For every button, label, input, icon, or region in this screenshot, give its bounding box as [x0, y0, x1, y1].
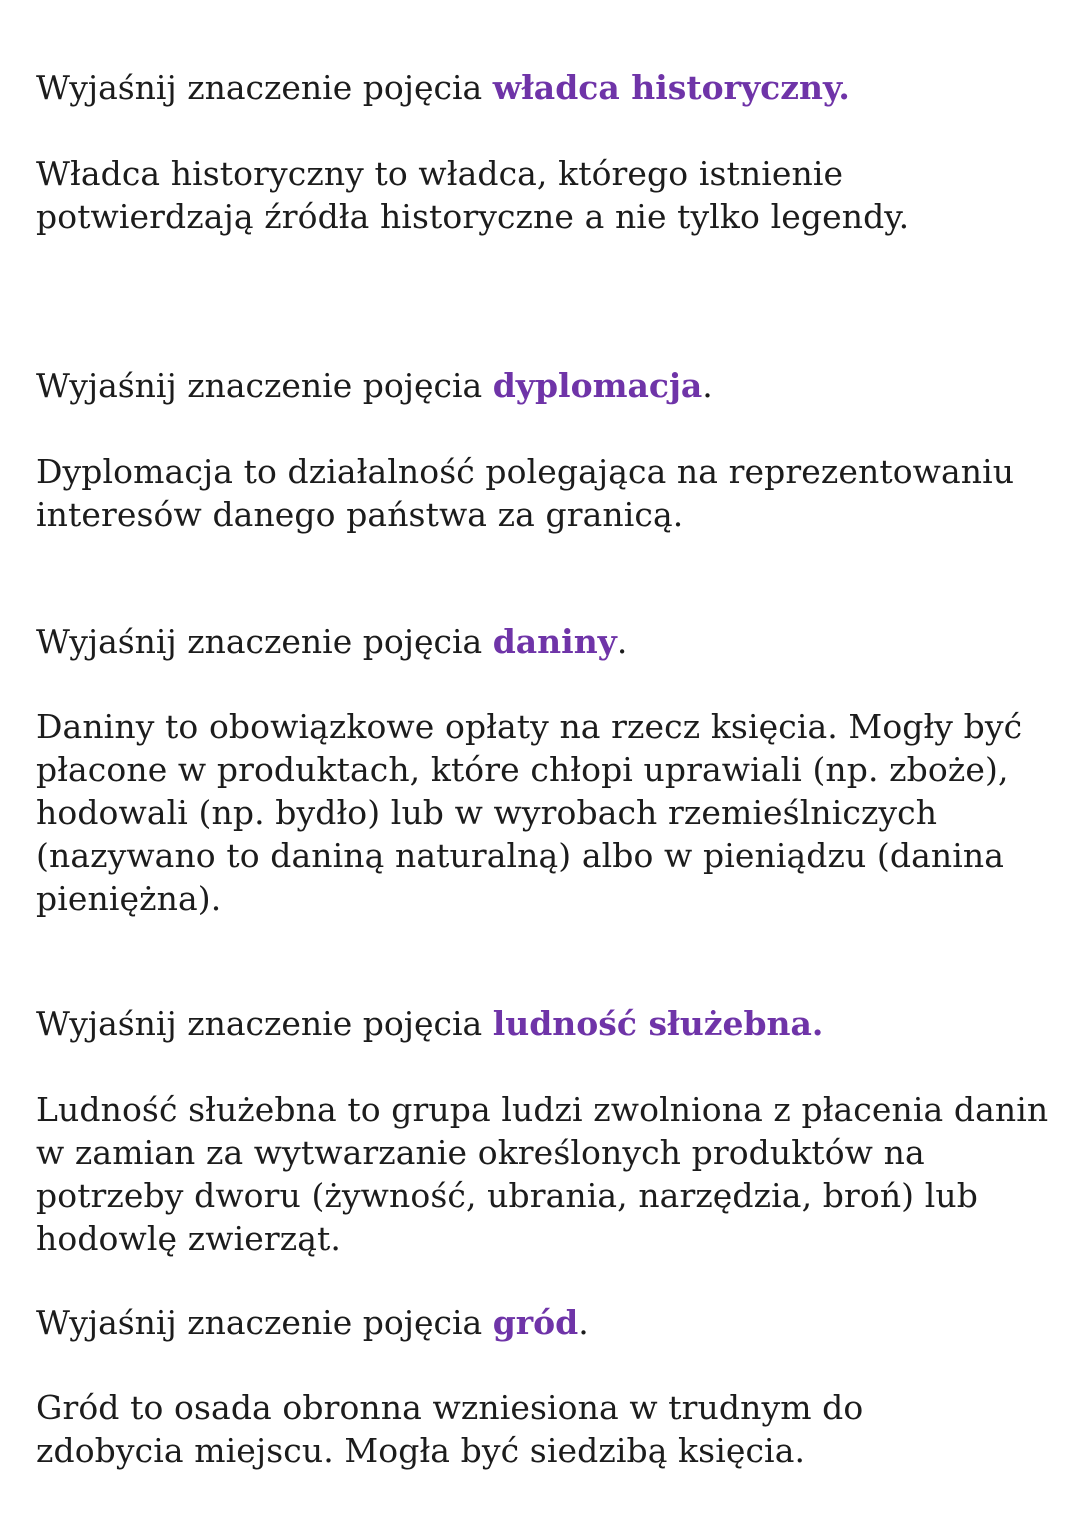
section-ludnosc-sluzebna [36, 1002, 1056, 1045]
answer-grod-block [36, 1386, 936, 1472]
question-prompt: Wyjaśnij znaczenie pojęcia [36, 68, 493, 107]
answer-text: Dyplomacja to działalność polegająca na reprezentowaniu interesów danego państwa za granicą. [36, 452, 1015, 534]
answer-text: Gród to osada obronna wzniesiona w trudnym do zdobycia miejscu. Mogła być siedzibą księcia. [36, 1388, 864, 1470]
question-punctuation: . [616, 622, 628, 661]
answer-daniny-block [36, 705, 1046, 920]
question-heading [36, 620, 1056, 663]
question-punctuation: . [702, 366, 713, 405]
term-highlight: ludność służebna. [492, 1004, 824, 1043]
question-heading [36, 1301, 1056, 1344]
section-daniny [36, 620, 1056, 663]
question-prompt: Wyjaśnij znaczenie pojęcia [36, 622, 493, 661]
term-highlight: daniny [492, 622, 617, 661]
question-heading [36, 364, 1056, 407]
question-heading [36, 1002, 1056, 1045]
answer-wladca-historyczny-block [36, 152, 996, 238]
question-punctuation: . [578, 1303, 589, 1342]
question-prompt: Wyjaśnij znaczenie pojęcia [36, 366, 493, 405]
term-highlight: dyplomacja [492, 366, 703, 405]
answer-text: Ludność służebna to grupa ludzi zwolniona z płacenia danin w zamian za wytwarzanie określonych produktów na potrzeby dworu (żywność, ubrania, narzędzia, broń) lub hodowlę zwierząt. [36, 1090, 1049, 1258]
question-heading [36, 66, 1056, 109]
section-dyplomacja [36, 364, 1056, 407]
answer-dyplomacja-block [36, 450, 1036, 536]
answer-text: Daniny to obowiązkowe opłaty na rzecz księcia. Mogły być płacone w produktach, które chłopi uprawiali (np. zboże), hodowali (np. bydło) lub w wyrobach rzemieślniczych (nazywano to daniną naturalną) albo w pieniądzu (danina pieniężna). [36, 707, 1023, 918]
section-wladca-historyczny [36, 66, 1056, 109]
term-highlight: gród [492, 1303, 579, 1342]
answer-ludnosc-sluzebna-block [36, 1088, 1056, 1260]
question-prompt: Wyjaśnij znaczenie pojęcia [36, 1303, 493, 1342]
term-highlight: władca historyczny. [492, 68, 850, 107]
question-prompt: Wyjaśnij znaczenie pojęcia [36, 1004, 493, 1043]
answer-text: Władca historyczny to władca, którego istnienie potwierdzają źródła historyczne a nie tylko legendy. [36, 154, 910, 236]
section-grod [36, 1301, 1056, 1344]
